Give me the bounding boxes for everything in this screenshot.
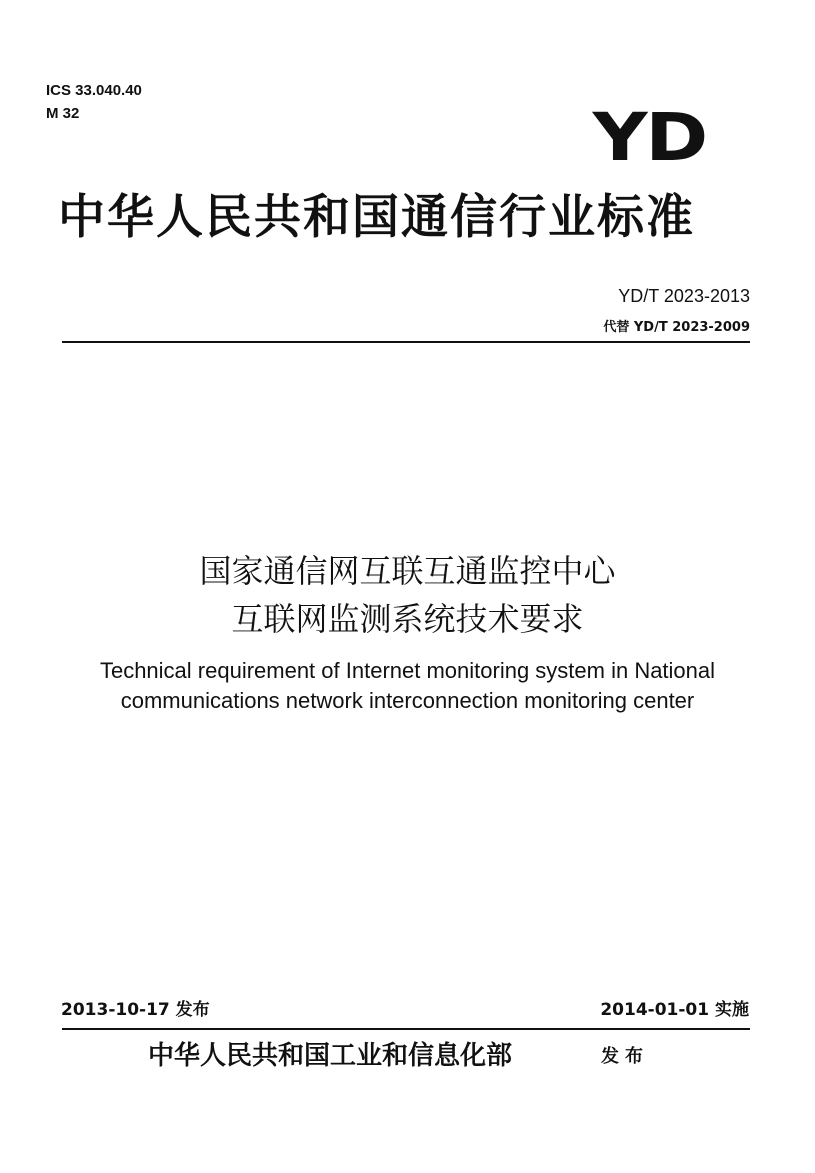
publish-label: 发布 (601, 1046, 649, 1067)
document-title-cn-line1: 国家通信网互联互通监控中心 (199, 552, 616, 590)
standard-number: YD/T 2023-2013 (618, 286, 750, 306)
yd-logo: YD (592, 99, 706, 176)
ccs-code: M 32 (46, 105, 80, 122)
replaces-standard: 代替 YD/T 2023-2009 (603, 320, 750, 335)
issue-date: 2013-10-17 发布 (61, 1000, 210, 1020)
document-title-en-line2: communications network interconnection monitoring center (120, 688, 695, 713)
publisher-name: 中华人民共和国工业和信息化部 (148, 1041, 513, 1071)
top-divider (62, 341, 750, 343)
ics-code: ICS 33.040.40 (46, 82, 142, 99)
document-title-cn-line2: 互联网监测系统技术要求 (231, 600, 584, 638)
bottom-divider (62, 1028, 750, 1030)
implementation-date: 2014-01-01 实施 (600, 1000, 749, 1020)
document-title-en-line1: Technical requirement of Internet monitoring system in National (99, 658, 716, 683)
standard-category-title: 中华人民共和国通信行业标准 (58, 190, 695, 245)
